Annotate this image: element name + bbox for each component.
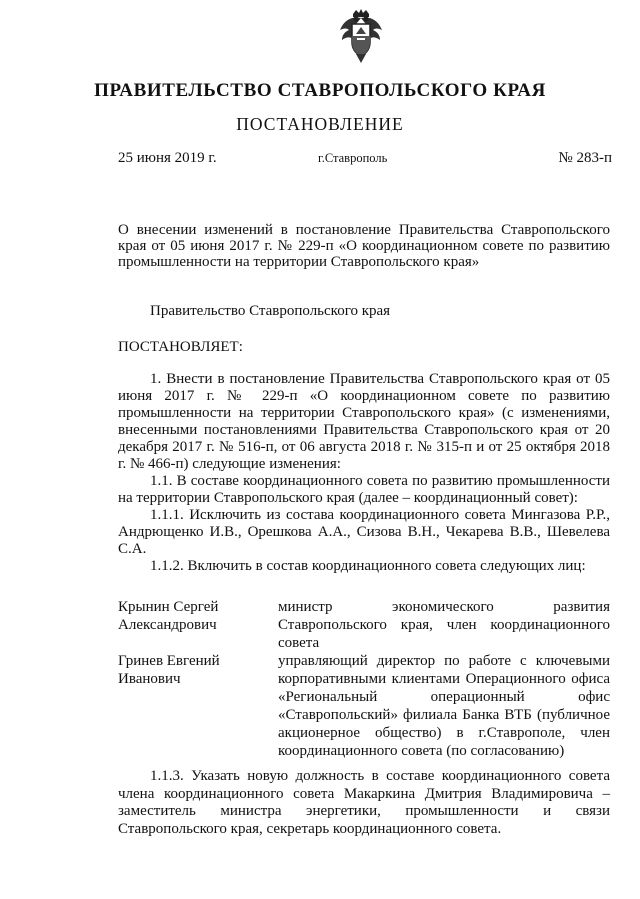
- person-name: Гринев Евгений Иванович: [118, 653, 220, 687]
- paragraph-1-1-1: 1.1.1. Исключить из состава координационного совета Мингазова Р.Р., Андрющенко И.В., Орешкова А.А., Сизова В.Н., Чекарева В.В., Шевелева С.А.: [118, 507, 610, 557]
- document-city: г.Ставрополь: [318, 151, 388, 165]
- resolution-body: [118, 371, 610, 575]
- document-number: № 283-п: [558, 150, 612, 166]
- preamble-government: Правительство Ставропольского края: [150, 303, 391, 319]
- person-role: управляющий директор по работе с ключевыми корпоративными клиентами Операционного офиса «Региональный операционный офис «Ставропольский» филиала Банка ВТБ (публичное акционерное общество) в г.Ставрополе, член координационного совета (по согласованию): [278, 653, 610, 759]
- preamble-resolves: ПОСТАНОВЛЯЕТ:: [118, 339, 243, 355]
- paragraph-1: 1. Внести в постановление Правительства Ставропольского края от 05 июня 2017 г. № 229-п «О координационном совете по развитию промышленности на территории Ставропольского края» (с изменениями, внесенными постановлениями Правительства Ставропольского края от 20 декабря 2017 г. № 516-п, от 06 августа 2018 г. № 315-п и от 25 октября 2018 г. № 466-п) следующие изменения:: [118, 371, 610, 472]
- government-title: ПРАВИТЕЛЬСТВО СТАВРОПОЛЬСКОГО КРАЯ: [94, 80, 546, 101]
- paragraph-1-1: 1.1. В составе координационного совета по развитию промышленности на территории Ставропольского края (далее – координационный совет):: [118, 473, 610, 506]
- resolution-tail: [118, 768, 610, 838]
- document-date: 25 июня 2019 г.: [118, 150, 217, 166]
- document-type: ПОСТАНОВЛЕНИЕ: [236, 114, 404, 134]
- person-name: Крынин Сергей Александрович: [118, 599, 219, 633]
- coat-of-arms-icon: [338, 8, 384, 64]
- paragraph-1-1-2: 1.1.2. Включить в состав координационного совета следующих лиц:: [150, 558, 586, 574]
- paragraph-1-1-3: 1.1.3. Указать новую должность в составе координационного совета члена координационного совета Макаркина Дмитрия Владимировича – заместитель министра энергетики, промышленности и связи Ставропольского края, секретарь координационного совета.: [118, 768, 610, 837]
- person-role: министр экономического развития Ставропольского края, член координационного совета: [278, 599, 610, 651]
- document-subject: О внесении изменений в постановление Правительства Ставропольского края от 05 июня 2017 г. № 229-п «О координационном совете по развитию промышленности на территории Ставропольского края»: [118, 222, 610, 270]
